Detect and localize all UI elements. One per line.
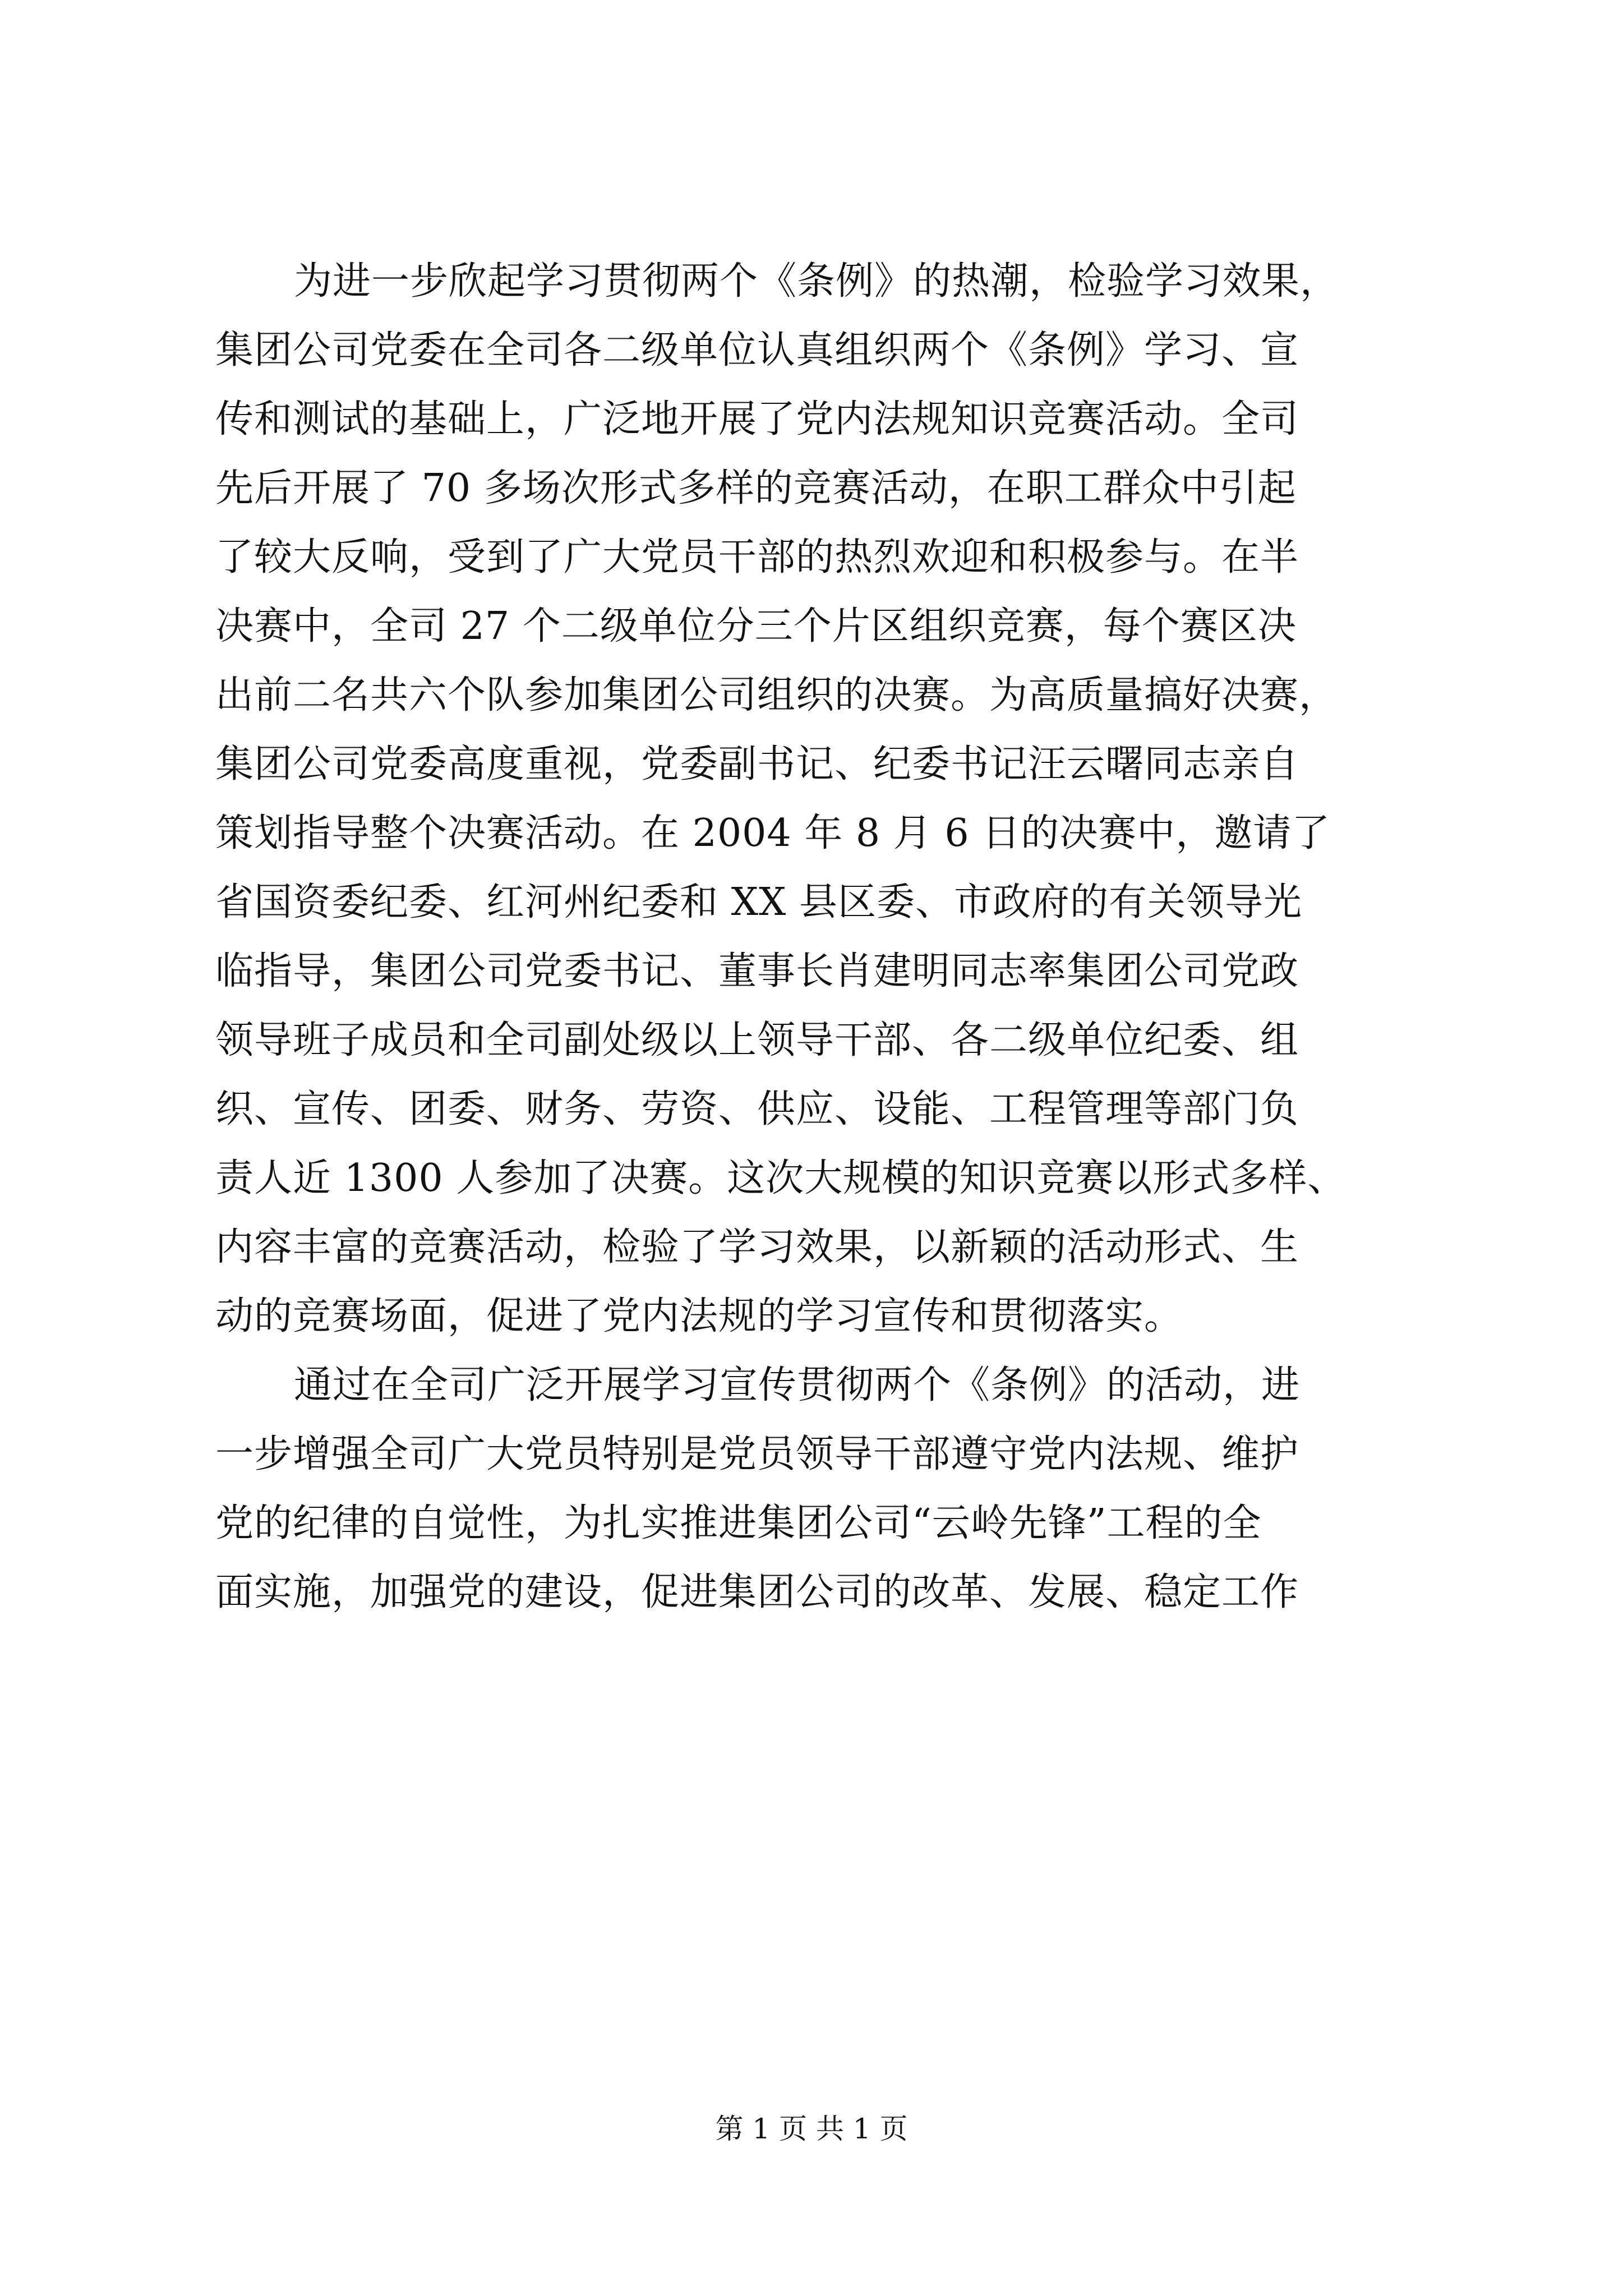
paragraph-2: 通过在全司广泛开展学习宣传贯彻两个《条例》的活动，进 一步增强全司广大党员特别是党员领导干部遵守党内法规、维护 党的纪律的自觉性，为扎实推进集团公司“云岭先锋”工程的全 面实施，加强党的建设，促进集团公司的改革、发展、稳定工作 (215, 1363, 1301, 1614)
document-body (215, 247, 1421, 1627)
paragraph-1: 为进一步欣起学习贯彻两个《条例》的热潮，检验学习效果， 集团公司党委在全司各二级单位认真组织两个《条例》学习、宣 传和测试的基础上，广泛地开展了党内法规知识竞赛活动。全司 先后开展了 70 多场次形式多样的竞赛活动，在职工群众中引起 了较大反响，受到了广大党员干部的热烈欢迎和积极参与。在半 决赛中，全司 27 个二级单位分三个片区组织竞赛，每个赛区决 出前二名共六个队参加集团公司组织的决赛。为高质量搞好决赛， 集团公司党委高度重视，党委副书记、纪委书记汪云曙同志亲自 策划指导整个决赛活动。在 2004 年 8 月 6 日的决赛中，邀请了 省国资委纪委、红河州纪委和 XX 县区委、市政府的有关领导光 临指导，集团公司党委书记、董事长肖建明同志率集团公司党政 领导班子成员和全司副处级以上领导干部、各二级单位纪委、组 织、宣传、团委、财务、劳资、供应、设能、工程管理等部门负 责人近 1300 人参加了决赛。这次大规模的知识竞赛以形式多样、 内容丰富的竞赛活动，检验了学习效果，以新颖的活动形式、生 动的竞赛场面，促进了党内法规的学习宣传和贯彻落实。 (215, 259, 1347, 1338)
page-footer: 第 1 页 共 1 页 (715, 2113, 908, 2145)
